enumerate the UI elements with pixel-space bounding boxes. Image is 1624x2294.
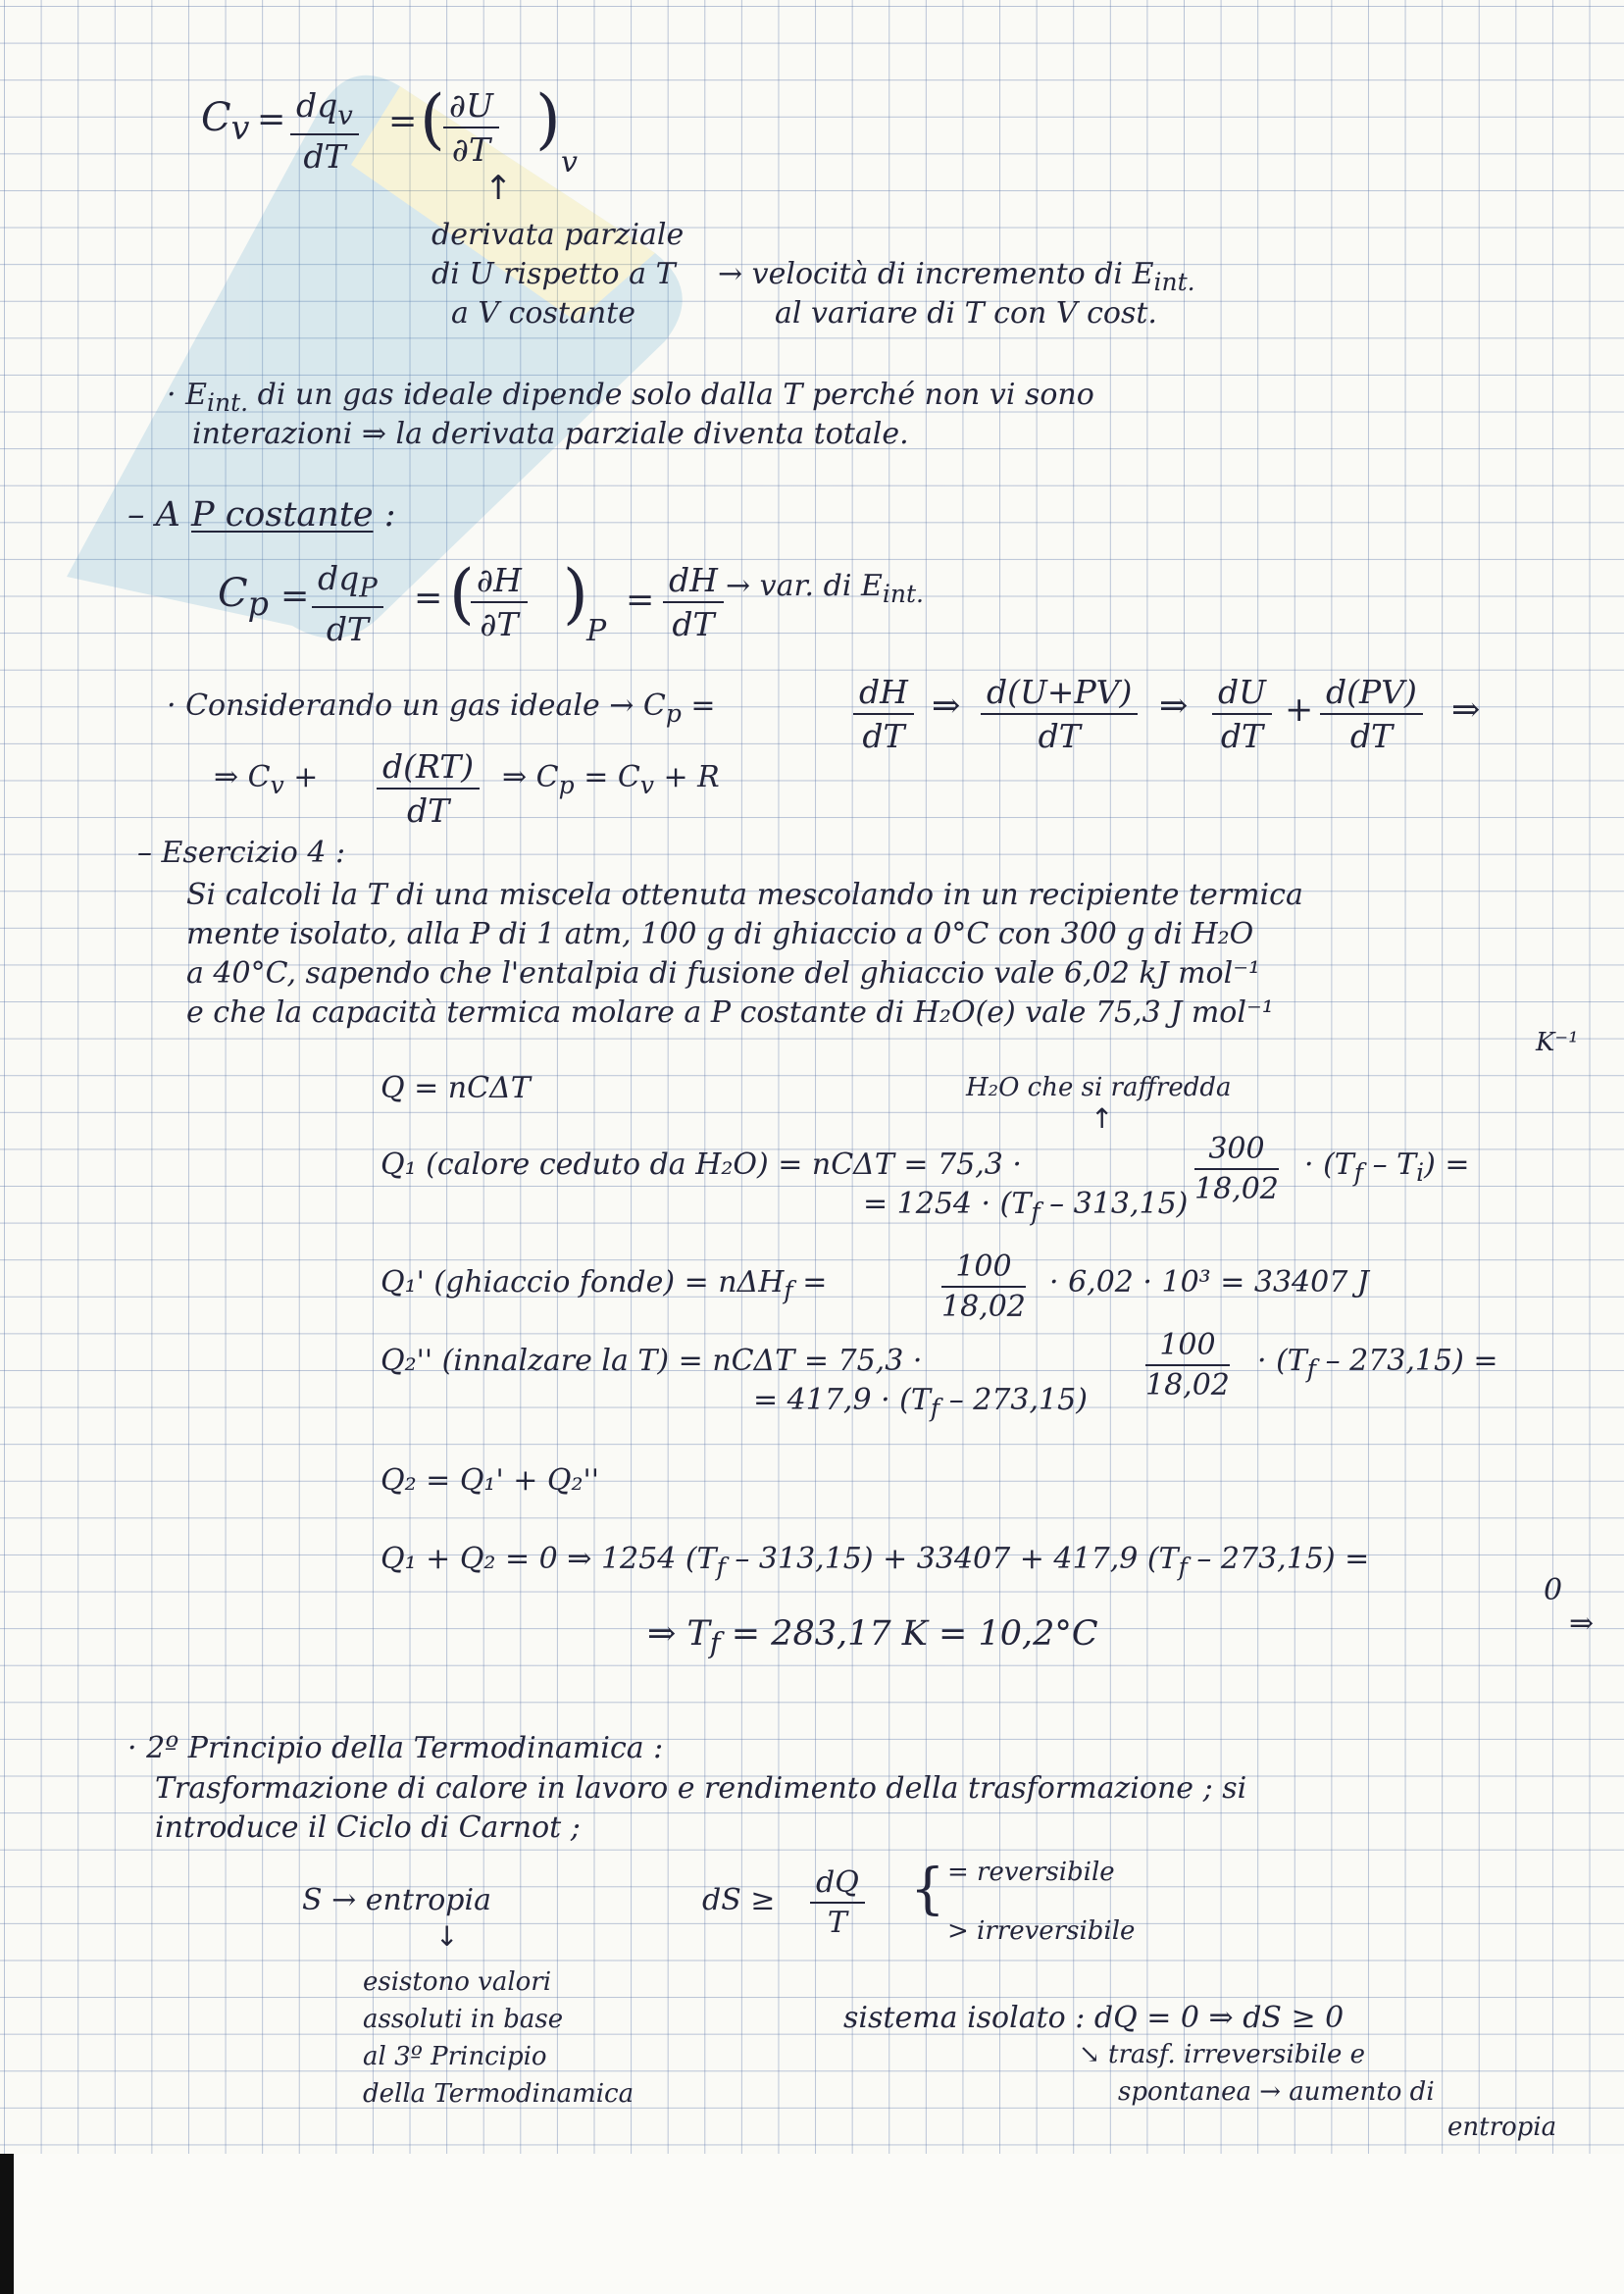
derivation-frac-5-den: dT xyxy=(407,791,450,830)
cv-frac1-num-sub: v xyxy=(337,99,353,131)
entropy-note-line-1: esistono valori xyxy=(363,1967,552,1997)
q1-prime-frac-den: 18,02 xyxy=(941,1290,1026,1324)
derivation-line-1-text: · Considerando un gas ideale → C xyxy=(167,688,666,723)
cv-paren-subscript: v xyxy=(561,145,578,179)
entropy-note-line-3: al 3º Principio xyxy=(363,2042,547,2071)
cv-note-line-1: derivata parziale xyxy=(431,218,685,252)
final-temperature-sub: f xyxy=(709,1626,721,1659)
clausius-brace: { xyxy=(910,1858,945,1921)
q1-line-2-post: – 313,15) xyxy=(1040,1187,1189,1221)
cv-symbol xyxy=(201,95,250,148)
q1-prime-post: · 6,02 · 10³ = 33407 J xyxy=(1049,1265,1369,1300)
exercise-text-line-4-tail: K⁻¹ xyxy=(1536,1028,1579,1057)
derivation-line-2-pre xyxy=(214,760,318,803)
heat-balance xyxy=(381,1542,1369,1585)
ideal-gas-line-1-sub: int. xyxy=(206,388,249,417)
q1-line-1-post xyxy=(1304,1147,1470,1191)
derivation-frac-3-den: dT xyxy=(1220,717,1264,755)
q1-line-2-pre: = 1254 · (T xyxy=(863,1187,1032,1221)
cv-letter: C xyxy=(201,95,231,140)
clausius-fraction xyxy=(810,1865,865,1940)
reversible-label: = reversibile xyxy=(947,1858,1115,1887)
entropy-note-line-2: assoluti in base xyxy=(363,2005,564,2034)
derivation-line-2-post-eq: = C xyxy=(574,760,640,794)
second-law-line-2: introduce il Ciclo di Carnot ; xyxy=(155,1810,581,1845)
q2-sum: Q₂ = Q₁' + Q₂'' xyxy=(381,1463,600,1498)
clausius-frac-num: dQ xyxy=(810,1865,865,1904)
derivation-line-1-pre xyxy=(167,688,716,732)
derivation-frac-4-num: d(PV) xyxy=(1320,673,1423,715)
derivation-line-2-post xyxy=(502,760,720,803)
cp-frac2-den: ∂T xyxy=(480,605,519,643)
cv-frac2-num: ∂U xyxy=(443,86,499,128)
q1-prime-fraction xyxy=(941,1249,1026,1324)
heat-balance-mid-2: – 273,15) = xyxy=(1187,1542,1370,1576)
up-arrow-icon: ↑ xyxy=(484,169,513,208)
cv-frac2-den: ∂T xyxy=(451,130,490,169)
isolated-note-line-2: spontanea → aumento di xyxy=(1118,2077,1435,2107)
derivation-line-2-post-sub2: v xyxy=(639,771,654,799)
ideal-gas-line-1-pre: · E xyxy=(167,378,207,412)
cv-paren-open: ( xyxy=(420,81,445,157)
continue-arrow-icon: ⇒ xyxy=(1569,1606,1595,1641)
exercise-heading: – Esercizio 4 : xyxy=(137,836,346,870)
cp-heading-colon: : xyxy=(373,495,396,535)
final-temperature xyxy=(647,1614,1098,1662)
derivation-frac-3 xyxy=(1212,673,1272,755)
q2-double-prime-sub: f xyxy=(1306,1354,1317,1383)
cp-paren-close: ) xyxy=(563,556,588,632)
cp-equals-2: = xyxy=(414,579,443,618)
up-arrow-icon-2: ↑ xyxy=(1091,1102,1114,1135)
q1-line-1-end: ) = xyxy=(1424,1147,1470,1182)
cv-frac1-num: dq xyxy=(296,86,338,125)
q1-fraction xyxy=(1194,1132,1279,1206)
q2-double-prime-post-text: · (T xyxy=(1257,1344,1307,1378)
second-law-heading: · 2º Principio della Termodinamica : xyxy=(127,1731,664,1765)
cp-frac1-num-sub: P xyxy=(359,572,378,604)
isolated-note-line-1: ↘ trasf. irreversibile e xyxy=(1079,2040,1366,2069)
isolated-note-line-3: entropia xyxy=(1447,2113,1557,2142)
ideal-gas-line-1 xyxy=(167,378,1094,421)
cp-equals-3: = xyxy=(626,581,655,620)
q1-prime-pre: Q₁' (ghiaccio fonde) = nΔH xyxy=(381,1265,785,1300)
q1-line-2 xyxy=(863,1187,1188,1230)
entropy-note-line-4: della Termodinamica xyxy=(363,2079,634,2109)
derivation-frac-4-den: dT xyxy=(1349,717,1394,755)
derivation-frac-1-den: dT xyxy=(862,717,905,755)
q1-prime-line xyxy=(381,1265,827,1308)
cp-symbol xyxy=(218,571,269,624)
derivation-frac-2-num: d(U+PV) xyxy=(981,673,1138,715)
q1-line-1-mid: – T xyxy=(1363,1147,1417,1182)
cp-fraction-3 xyxy=(663,561,724,643)
cv-right-line-1 xyxy=(718,257,1195,300)
derivation-frac-1-num: dH xyxy=(853,673,914,715)
derivation-line-2-post-text: ⇒ C xyxy=(502,760,559,794)
derivation-line-2-plus: + xyxy=(283,760,319,794)
q1-prime-eq: = xyxy=(792,1265,828,1300)
cv-subscript: v xyxy=(230,109,250,147)
cp-paren-open: ( xyxy=(449,556,475,632)
q2-double-prime-frac-num: 100 xyxy=(1145,1328,1230,1366)
derivation-frac-4 xyxy=(1320,673,1423,755)
cv-frac1-den: dT xyxy=(303,136,346,176)
derivation-plus: + xyxy=(1285,690,1314,730)
derivation-frac-5 xyxy=(377,747,480,830)
q2-double-prime-line-2 xyxy=(753,1383,1088,1426)
exercise-q-formula: Q = nCΔT xyxy=(381,1071,531,1105)
exercise-text-line-1: Si calcoli la T di una miscela ottenuta mescolando in un recipiente termica xyxy=(186,878,1303,912)
q1-line-1-pre: Q₁ (calore ceduto da H₂O) = nCΔT = 75,3 · xyxy=(381,1147,1022,1182)
isolated-system-line: sistema isolato : dQ = 0 ⇒ dS ≥ 0 xyxy=(843,2001,1345,2035)
cv-note-line-3: a V costante xyxy=(451,296,635,331)
derivation-line-1-eq: = xyxy=(681,688,716,723)
cp-frac3-num: dH xyxy=(663,561,724,603)
down-arrow-icon: ↓ xyxy=(435,1920,459,1953)
cv-paren-close: ) xyxy=(535,81,561,157)
q2-double-prime-post xyxy=(1257,1344,1497,1387)
q2-double-prime-line-2-sub: f xyxy=(930,1394,940,1422)
cp-equals-1: = xyxy=(280,577,310,616)
cp-letter: C xyxy=(218,571,248,616)
final-temperature-pre: ⇒ T xyxy=(647,1614,710,1654)
q1-line-2-sub: f xyxy=(1031,1198,1040,1226)
q1-line-1-post-text: · (T xyxy=(1304,1147,1354,1182)
heat-balance-zero: 0 xyxy=(1544,1573,1563,1607)
heat-balance-sub-1: f xyxy=(716,1553,726,1581)
cp-frac1-den: dT xyxy=(326,609,369,648)
clausius-inequality-lhs: dS ≥ xyxy=(702,1883,776,1917)
second-law-line-1: Trasformazione di calore in lavoro e rendimento della trasformazione ; si xyxy=(155,1771,1247,1806)
q2-double-prime-line-2-pre: = 417,9 · (T xyxy=(753,1383,931,1417)
cp-paren-subscript: P xyxy=(586,614,607,648)
q2-double-prime-pre: Q₂'' (innalzare la T) = nCΔT = 75,3 · xyxy=(381,1344,923,1378)
irreversible-label: > irreversibile xyxy=(947,1916,1136,1946)
derivation-frac-5-num: d(RT) xyxy=(377,747,480,790)
cv-right-line-2: al variare di T con V cost. xyxy=(775,296,1157,331)
cp-frac1-num: dq xyxy=(318,559,360,597)
cp-heading xyxy=(127,495,396,535)
final-temperature-post: = 283,17 K = 10,2°C xyxy=(720,1614,1098,1654)
derivation-line-2-post-end: + R xyxy=(653,760,720,794)
cv-note-line-2: di U rispetto a T xyxy=(431,257,676,291)
derivation-line-1-sub: p xyxy=(665,699,682,728)
cp-fraction-2 xyxy=(471,561,528,643)
exercise-text-line-3: a 40°C, sapendo che l'entalpia di fusione del ghiaccio vale 6,02 kJ mol⁻¹ xyxy=(186,956,1261,991)
q1-line-1-sub-f: f xyxy=(1353,1158,1364,1187)
ideal-gas-line-1-post: di un gas ideale dipende solo dalla T perché non vi sono xyxy=(248,378,1094,412)
entropy-definition: S → entropia xyxy=(302,1883,491,1917)
q1-prime-sub: f xyxy=(784,1276,793,1304)
cp-heading-dash: – A xyxy=(127,495,192,535)
exercise-text-line-2: mente isolato, alla P di 1 atm, 100 g di ghiaccio a 0°C con 300 g di H₂O xyxy=(186,917,1254,951)
derivation-line-2-sub: v xyxy=(270,771,284,799)
cv-right-line-1-text: → velocità di incremento di E xyxy=(718,257,1154,291)
derivation-implies-3: ⇒ xyxy=(1451,690,1481,730)
q2-double-prime-end: – 273,15) = xyxy=(1316,1344,1498,1378)
derivation-implies-1: ⇒ xyxy=(932,687,961,726)
q1-frac-den: 18,02 xyxy=(1194,1172,1279,1206)
heat-balance-mid-1: – 313,15) + 33407 + 417,9 (T xyxy=(725,1542,1179,1576)
derivation-line-2-post-sub: p xyxy=(558,771,575,799)
cp-frac3-den: dT xyxy=(672,605,715,643)
cp-right-note-text: → var. di E xyxy=(726,569,883,603)
q2-double-prime-frac-den: 18,02 xyxy=(1145,1368,1230,1402)
cooling-water-note: H₂O che si raffredda xyxy=(966,1073,1232,1102)
cp-right-note xyxy=(726,569,924,612)
q1-frac-num: 300 xyxy=(1194,1132,1279,1170)
derivation-frac-1 xyxy=(853,673,914,755)
cp-heading-title: P costante xyxy=(191,495,374,535)
q2-double-prime-fraction xyxy=(1145,1328,1230,1402)
cp-fraction-1 xyxy=(312,559,383,648)
cp-frac2-num: ∂H xyxy=(471,561,528,603)
q1-line-1-sub-i: i xyxy=(1416,1158,1425,1187)
cv-fraction-2 xyxy=(443,86,499,169)
q1-prime-frac-num: 100 xyxy=(941,1249,1026,1288)
derivation-implies-2: ⇒ xyxy=(1159,687,1189,726)
heat-balance-sub-2: f xyxy=(1178,1553,1188,1581)
cv-equals-1: = xyxy=(257,100,286,139)
q2-double-prime-line-2-post: – 273,15) xyxy=(939,1383,1088,1417)
derivation-line-2-text: ⇒ C xyxy=(214,760,271,794)
scan-border xyxy=(0,2154,1624,2294)
derivation-frac-2-den: dT xyxy=(1038,717,1081,755)
cv-equals-2: = xyxy=(388,102,418,141)
cv-right-line-1-sub: int. xyxy=(1153,268,1195,296)
heat-balance-pre: Q₁ + Q₂ = 0 ⇒ 1254 (T xyxy=(381,1542,717,1576)
clausius-frac-den: T xyxy=(827,1906,847,1940)
exercise-text-line-4: e che la capacità termica molare a P costante di H₂O(e) vale 75,3 J mol⁻¹ xyxy=(186,995,1274,1030)
ideal-gas-line-2: interazioni ⇒ la derivata parziale diventa totale. xyxy=(192,417,909,451)
derivation-frac-2 xyxy=(981,673,1138,755)
cv-fraction-1 xyxy=(290,86,359,176)
derivation-frac-3-num: dU xyxy=(1212,673,1272,715)
cp-subscript: p xyxy=(247,585,269,623)
cp-right-note-sub: int. xyxy=(882,580,924,608)
